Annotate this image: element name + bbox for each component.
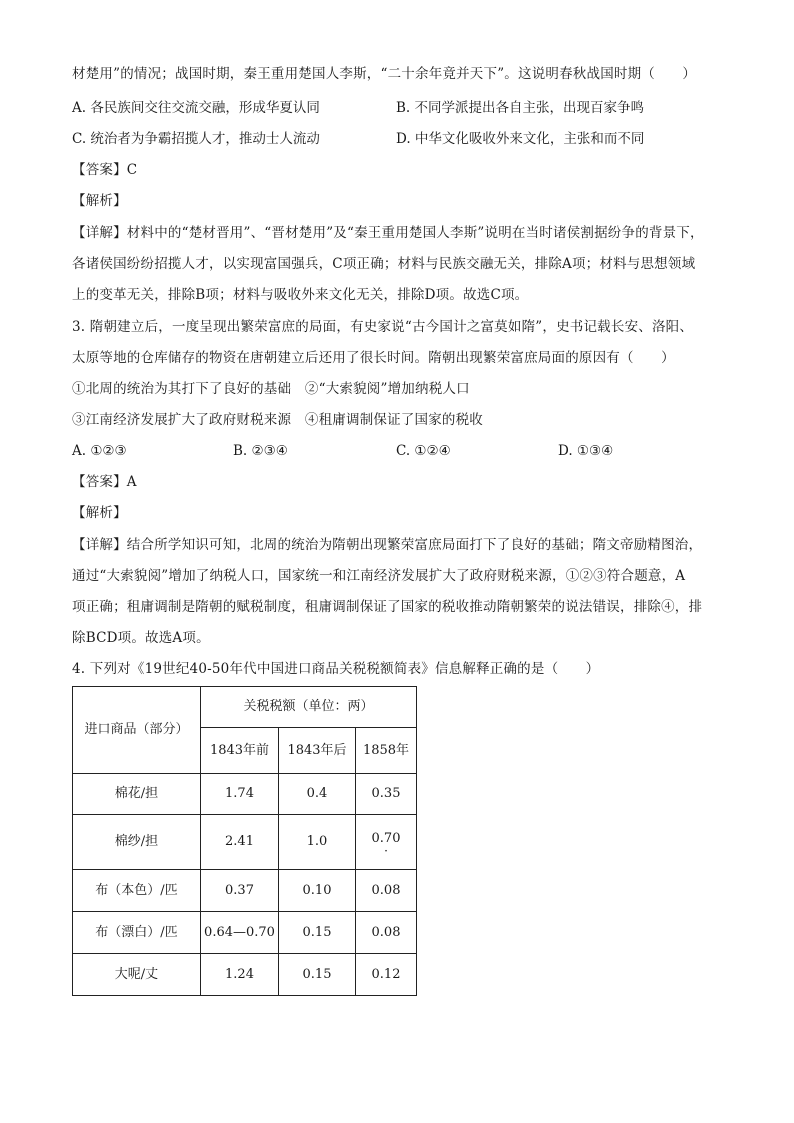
q3-items-line-1: ①北周的统治为其打下了良好的基础 ②“大索貌阅”增加纳税人口: [72, 381, 470, 397]
q2-option-c: C. 统治者为争霸招揽人才，推动士人流动: [72, 131, 320, 147]
table-cell-item: 棉花/担: [73, 774, 201, 815]
q2-option-d: D. 中华文化吸收外来文化，主张和而不同: [396, 131, 645, 147]
table-cell: 0.10: [279, 870, 356, 912]
table-row: [73, 870, 417, 912]
q2-analysis-title: 【解析】: [72, 193, 127, 209]
table-row: [73, 954, 417, 996]
table-cell-item: 布（本色）/匹: [73, 870, 201, 912]
q3-option-d: D. ①③④: [558, 443, 614, 459]
tariff-table: [72, 686, 417, 996]
q2-detail-line-2: 各诸侯国纷纷招揽人才，以实现富国强兵，C项正确；材料与民族交融无关，排除A项；材料与思想领域: [72, 256, 696, 272]
q3-answer: 【答案】A: [72, 474, 137, 490]
q3-detail-line-4: 除BCD项。故选A项。: [72, 630, 210, 646]
q2-option-a: A. 各民族间交往交流交融，形成华夏认同: [72, 100, 320, 116]
table-row: [73, 815, 417, 870]
table-cell: 0.35: [356, 774, 417, 815]
table-cell: 0.12: [356, 954, 417, 996]
q2-stem-tail: 材楚用”的情况；战国时期，秦王重用楚国人李斯，“二十余年竟并天下”。这说明春秋战国时期（ ）: [72, 66, 697, 82]
table-cell: 0.37: [201, 870, 279, 912]
q2-detail-line-1: 【详解】材料中的“楚材晋用”、“晋材楚用”及“秦王重用楚国人李斯”说明在当时诸侯割据纷争的背景下，: [72, 225, 704, 241]
table-row: [73, 774, 417, 815]
q3-option-b: B. ②③④: [233, 443, 288, 459]
table-cell: 0.08: [356, 870, 417, 912]
q3-stem-line-2: 太原等地的仓库储存的物资在唐朝建立后还用了很长时间。隋朝出现繁荣富庶局面的原因有（ ）: [72, 350, 675, 366]
table-cell: 0.4: [279, 774, 356, 815]
q3-detail-line-3: 项正确；租庸调制是隋朝的赋税制度，租庸调制保证了国家的税收推动隋朝繁荣的说法错误，排除④，排: [72, 599, 703, 615]
table-header-period-1: 1843年前: [201, 728, 279, 774]
table-cell: 1.0: [279, 815, 356, 870]
table-header-goods: 进口商品（部分）: [73, 687, 201, 774]
table-header-period-3: 1858年: [356, 728, 417, 774]
q4-stem: 4. 下列对《19世纪40-50年代中国进口商品关税税额简表》信息解释正确的是（ ）: [72, 661, 600, 677]
table-cell: 0.08: [356, 912, 417, 954]
table-cell: 1.24: [201, 954, 279, 996]
table-cell: 1.74: [201, 774, 279, 815]
table-cell: [356, 815, 417, 870]
table-header-period-2: 1843年后: [279, 728, 356, 774]
q3-detail-line-1: 【详解】结合所学知识可知，北周的统治为隋朝出现繁荣富庶局面打下了良好的基础；隋文帝励精图治，: [72, 537, 703, 553]
table-cell-value: 0.70: [371, 831, 401, 846]
stray-dot: ·: [384, 844, 388, 858]
q3-items-line-2: ③江南经济发展扩大了政府财税来源 ④租庸调制保证了国家的税收: [72, 412, 483, 428]
q2-answer: 【答案】C: [72, 162, 138, 178]
table-cell: 0.15: [279, 954, 356, 996]
table-cell-item: 布（漂白）/匹: [73, 912, 201, 954]
q3-analysis-title: 【解析】: [72, 505, 127, 521]
table-cell: 2.41: [201, 815, 279, 870]
q3-stem-line-1: 3. 隋朝建立后，一度呈现出繁荣富庶的局面，有史家说“古今国计之富莫如隋”，史书记载长安、洛阳、: [72, 319, 694, 335]
q3-option-a: A. ①②③: [72, 443, 127, 459]
q3-detail-line-2: 通过“大索貌阅”增加了纳税人口，国家统一和江南经济发展扩大了政府财税来源，①②③符合题意，A: [72, 568, 686, 584]
table-cell: 0.15: [279, 912, 356, 954]
table-row: [73, 912, 417, 954]
q2-option-b: B. 不同学派提出各自主张，出现百家争鸣: [396, 100, 645, 116]
q2-detail-line-3: 上的变革无关，排除B项；材料与吸收外来文化无关，排除D项。故选C项。: [72, 287, 529, 303]
table-cell-item: 大呢/丈: [73, 954, 201, 996]
table-header-tariff: 关税税额（单位：两）: [201, 687, 417, 728]
table-cell: 0.64—0.70: [201, 912, 279, 954]
q3-option-c: C. ①②④: [396, 443, 451, 459]
table-cell-item: 棉纱/担: [73, 815, 201, 870]
